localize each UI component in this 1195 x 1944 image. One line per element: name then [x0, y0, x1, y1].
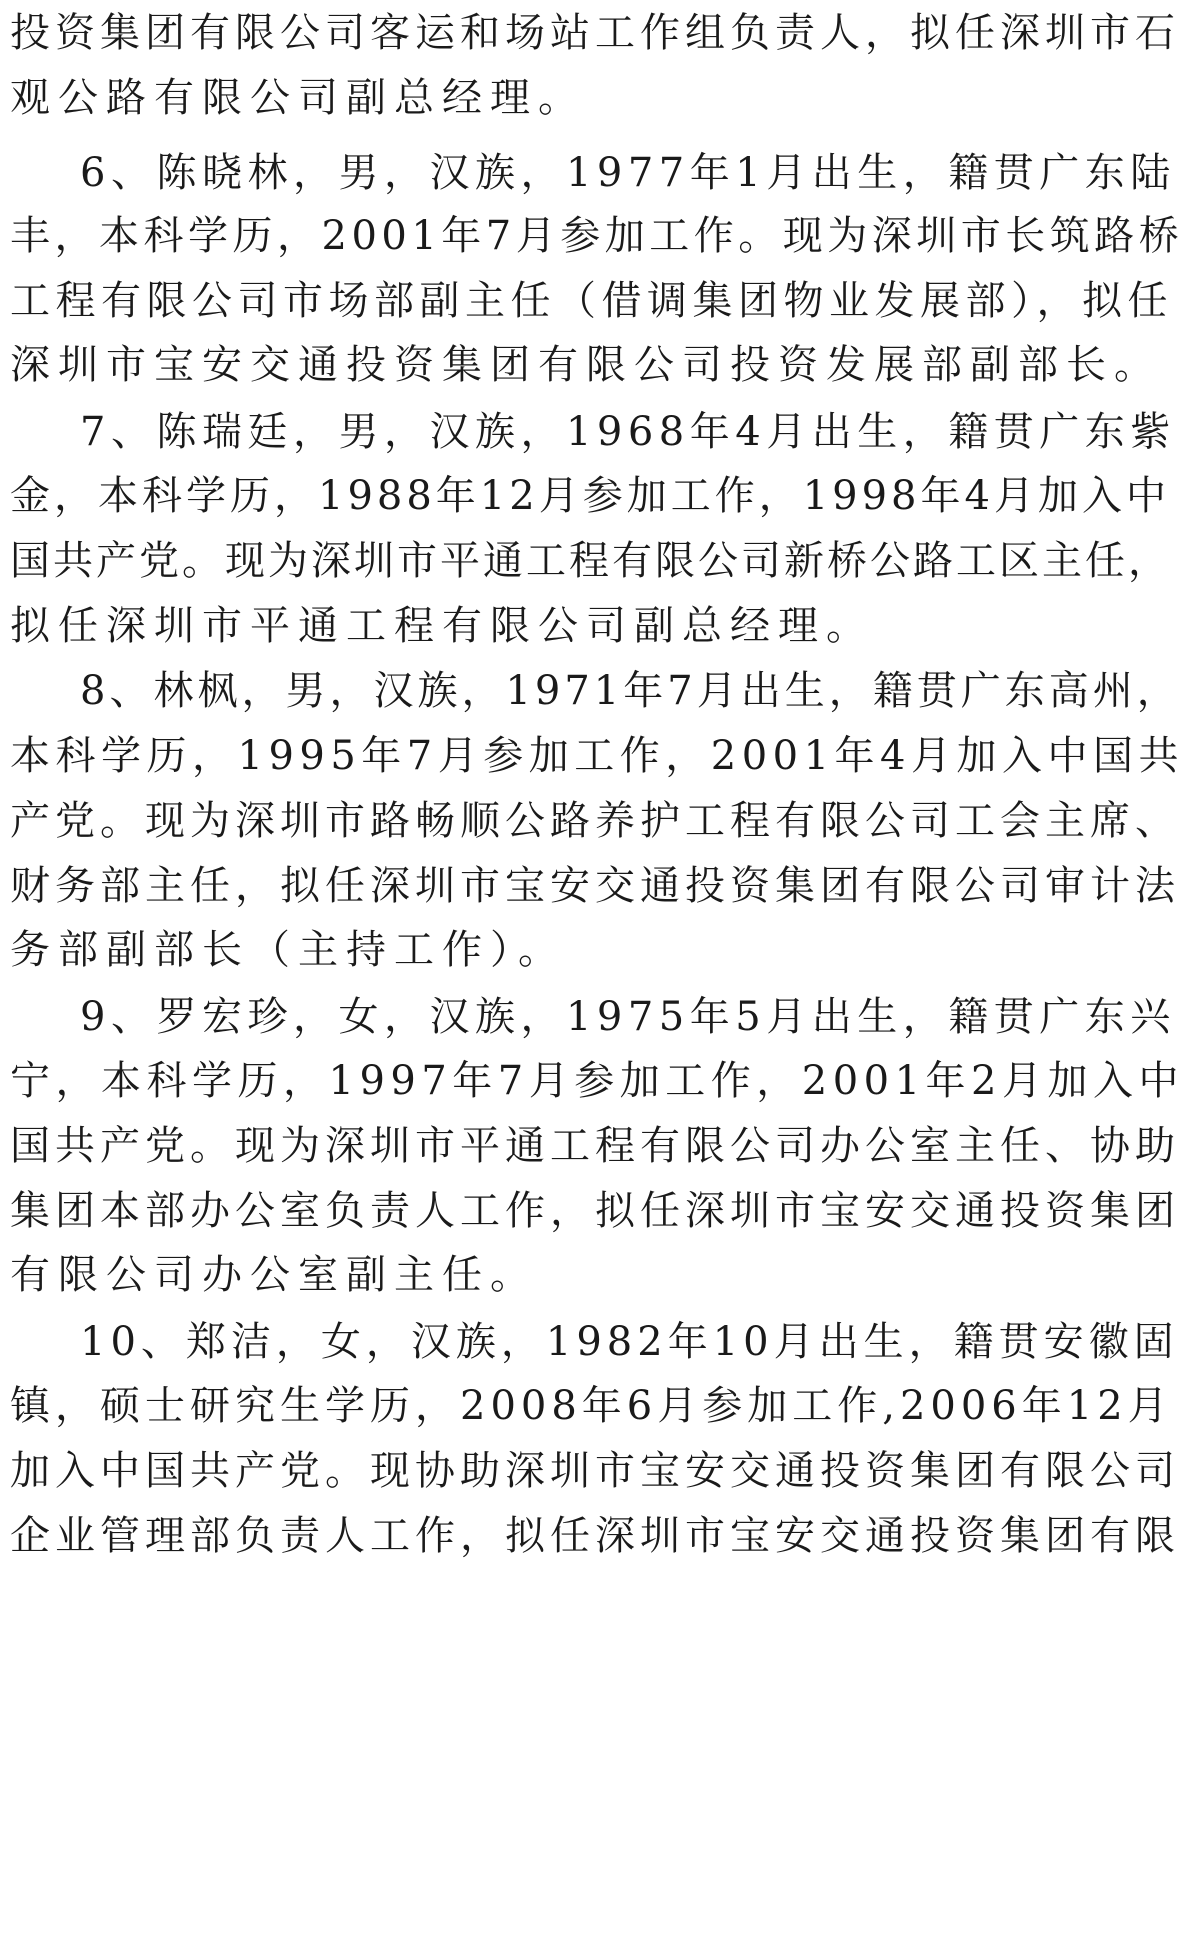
text-line: 拟任深圳市平通工程有限公司副总经理。 [10, 603, 874, 649]
text-line: 国共产党。现为深圳市平通工程有限公司办公室主任、协助 [10, 1123, 1180, 1169]
text-line: 财务部主任，拟任深圳市宝安交通投资集团有限公司审计法 [10, 863, 1180, 909]
text-line: 丰，本科学历，2001年7月参加工作。现为深圳市长筑路桥 [10, 213, 1184, 259]
text-line: 9、罗宏珍，女，汉族，1975年5月出生，籍贯广东兴 [80, 994, 1176, 1040]
text-line: 深圳市宝安交通投资集团有限公司投资发展部副部长。 [10, 342, 1162, 388]
text-line: 观公路有限公司副总经理。 [10, 75, 586, 121]
text-line: 本科学历，1995年7月参加工作，2001年4月加入中国共 [10, 733, 1184, 779]
text-line: 有限公司办公室副主任。 [10, 1252, 538, 1298]
text-line: 工程有限公司市场部副主任（借调集团物业发展部），拟任 [10, 278, 1173, 324]
text-line: 加入中国共产党。现协助深圳市宝安交通投资集团有限公司 [10, 1448, 1180, 1494]
text-line: 集团本部办公室负责人工作，拟任深圳市宝安交通投资集团 [10, 1188, 1180, 1234]
text-line: 企业管理部负责人工作，拟任深圳市宝安交通投资集团有限 [10, 1513, 1180, 1559]
text-line: 宁，本科学历，1997年7月参加工作，2001年2月加入中 [10, 1058, 1184, 1104]
document-page [10, 0, 1190, 1944]
text-line: 10、郑洁，女，汉族，1982年10月出生，籍贯安徽固 [80, 1319, 1179, 1365]
text-line: 投资集团有限公司客运和场站工作组负责人，拟任深圳市石 [10, 10, 1180, 56]
text-line: 镇，硕士研究生学历，2008年6月参加工作,2006年12月 [10, 1383, 1173, 1429]
text-line: 产党。现为深圳市路畅顺公路养护工程有限公司工会主席、 [10, 798, 1180, 844]
text-line: 国共产党。现为深圳市平通工程有限公司新桥公路工区主任， [10, 538, 1171, 584]
text-line: 金，本科学历，1988年12月参加工作，1998年4月加入中 [10, 473, 1170, 519]
text-line: 务部副部长（主持工作）。 [10, 927, 566, 973]
text-line: 8、林枫，男，汉族，1971年7月出生，籍贯广东高州， [80, 668, 1181, 714]
text-line: 7、陈瑞廷，男，汉族，1968年4月出生，籍贯广东紫 [80, 409, 1176, 455]
text-line: 6、陈晓林，男，汉族，1977年1月出生，籍贯广东陆 [80, 150, 1176, 196]
